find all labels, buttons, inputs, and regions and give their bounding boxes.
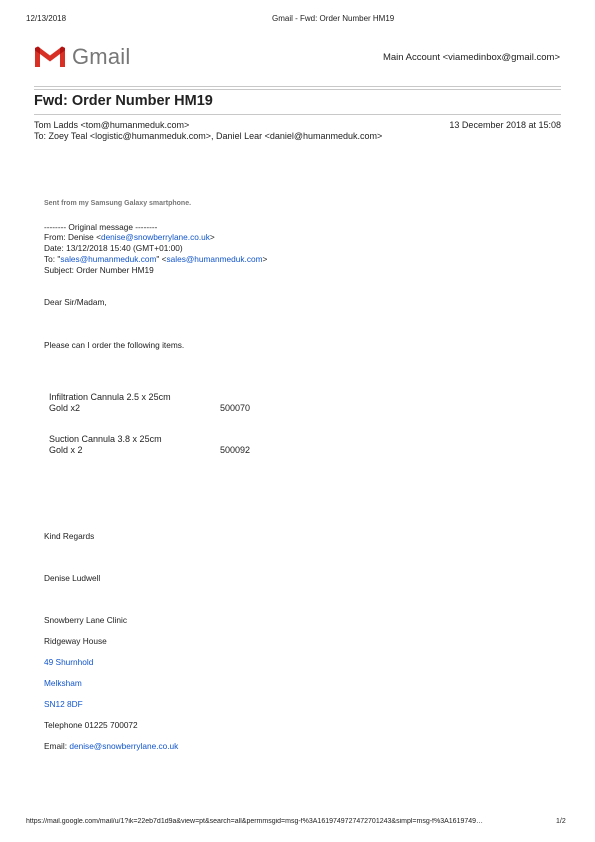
original-message-header: -------- Original message -------- xyxy=(44,222,158,232)
original-from-prefix: From: Denise < xyxy=(44,232,101,242)
print-url: https://mail.google.com/mail/u/1?ik=22eb7d1d9a&view=pt&search=all&permmsgid=msg-f%3A1619749727472701243&simpl=msg-f%3A1619749… xyxy=(26,818,484,825)
original-from-suffix: > xyxy=(209,232,215,242)
email-subject: Fwd: Order Number HM19 xyxy=(34,93,213,109)
item-1-qty: Gold x2 xyxy=(49,403,81,413)
gmail-envelope-icon xyxy=(34,46,66,68)
print-date: 12/13/2018 xyxy=(26,14,67,23)
email-line xyxy=(44,741,178,751)
original-to xyxy=(44,254,267,264)
original-to-prefix: To: " xyxy=(44,254,61,264)
original-from-email-link[interactable]: denise@snowberrylane.co.uk xyxy=(100,232,210,242)
address-postcode-link[interactable]: SN12 8DF xyxy=(44,699,83,709)
mobile-signature: Sent from my Samsung Galaxy smartphone. xyxy=(44,200,192,207)
account-label: Main Account <viamedinbox@gmail.com> xyxy=(382,52,560,63)
greeting: Dear Sir/Madam, xyxy=(44,297,107,307)
header-divider xyxy=(34,86,561,87)
email-link[interactable]: denise@snowberrylane.co.uk xyxy=(69,741,179,751)
sender-name: Denise Ludwell xyxy=(44,573,101,583)
item-2-name: Suction Cannula 3.8 x 25cm xyxy=(49,434,162,444)
item-1-name: Infiltration Cannula 2.5 x 25cm xyxy=(49,392,171,402)
original-to-email-link-2[interactable]: sales@humanmeduk.com xyxy=(166,254,263,264)
original-date: Date: 13/12/2018 15:40 (GMT+01:00) xyxy=(44,243,183,253)
item-2-qty: Gold x 2 xyxy=(49,445,83,455)
header-divider-2 xyxy=(34,89,561,90)
address-town-link[interactable]: Melksham xyxy=(44,678,82,688)
gmail-logo-text: Gmail xyxy=(72,44,131,69)
email-prefix: Email: xyxy=(44,741,70,751)
clinic-name: Snowberry Lane Clinic xyxy=(44,615,128,625)
page-number: 1/2 xyxy=(556,818,566,825)
address-house: Ridgeway House xyxy=(44,636,107,646)
subject-divider xyxy=(34,114,561,115)
sender: Tom Ladds <tom@humanmeduk.com> xyxy=(34,120,190,130)
address-street-link[interactable]: 49 Shurnhold xyxy=(44,657,94,667)
original-from xyxy=(44,232,215,242)
original-subject: Subject: Order Number HM19 xyxy=(44,265,154,275)
item-2-code: 500092 xyxy=(220,445,251,455)
telephone: Telephone 01225 700072 xyxy=(44,720,138,730)
message-date: 13 December 2018 at 15:08 xyxy=(449,120,561,130)
original-to-email-link-1[interactable]: sales@humanmeduk.com xyxy=(60,254,157,264)
item-1-code: 500070 xyxy=(220,403,251,413)
recipients: To: Zoey Teal <logistic@humanmeduk.com>, Daniel Lear <daniel@humanmeduk.com> xyxy=(34,131,383,141)
original-to-suffix: > xyxy=(262,254,268,264)
regards: Kind Regards xyxy=(44,531,95,541)
original-to-mid: " < xyxy=(156,254,167,264)
order-request: Please can I order the following items. xyxy=(44,340,185,350)
print-title: Gmail - Fwd: Order Number HM19 xyxy=(272,14,395,23)
